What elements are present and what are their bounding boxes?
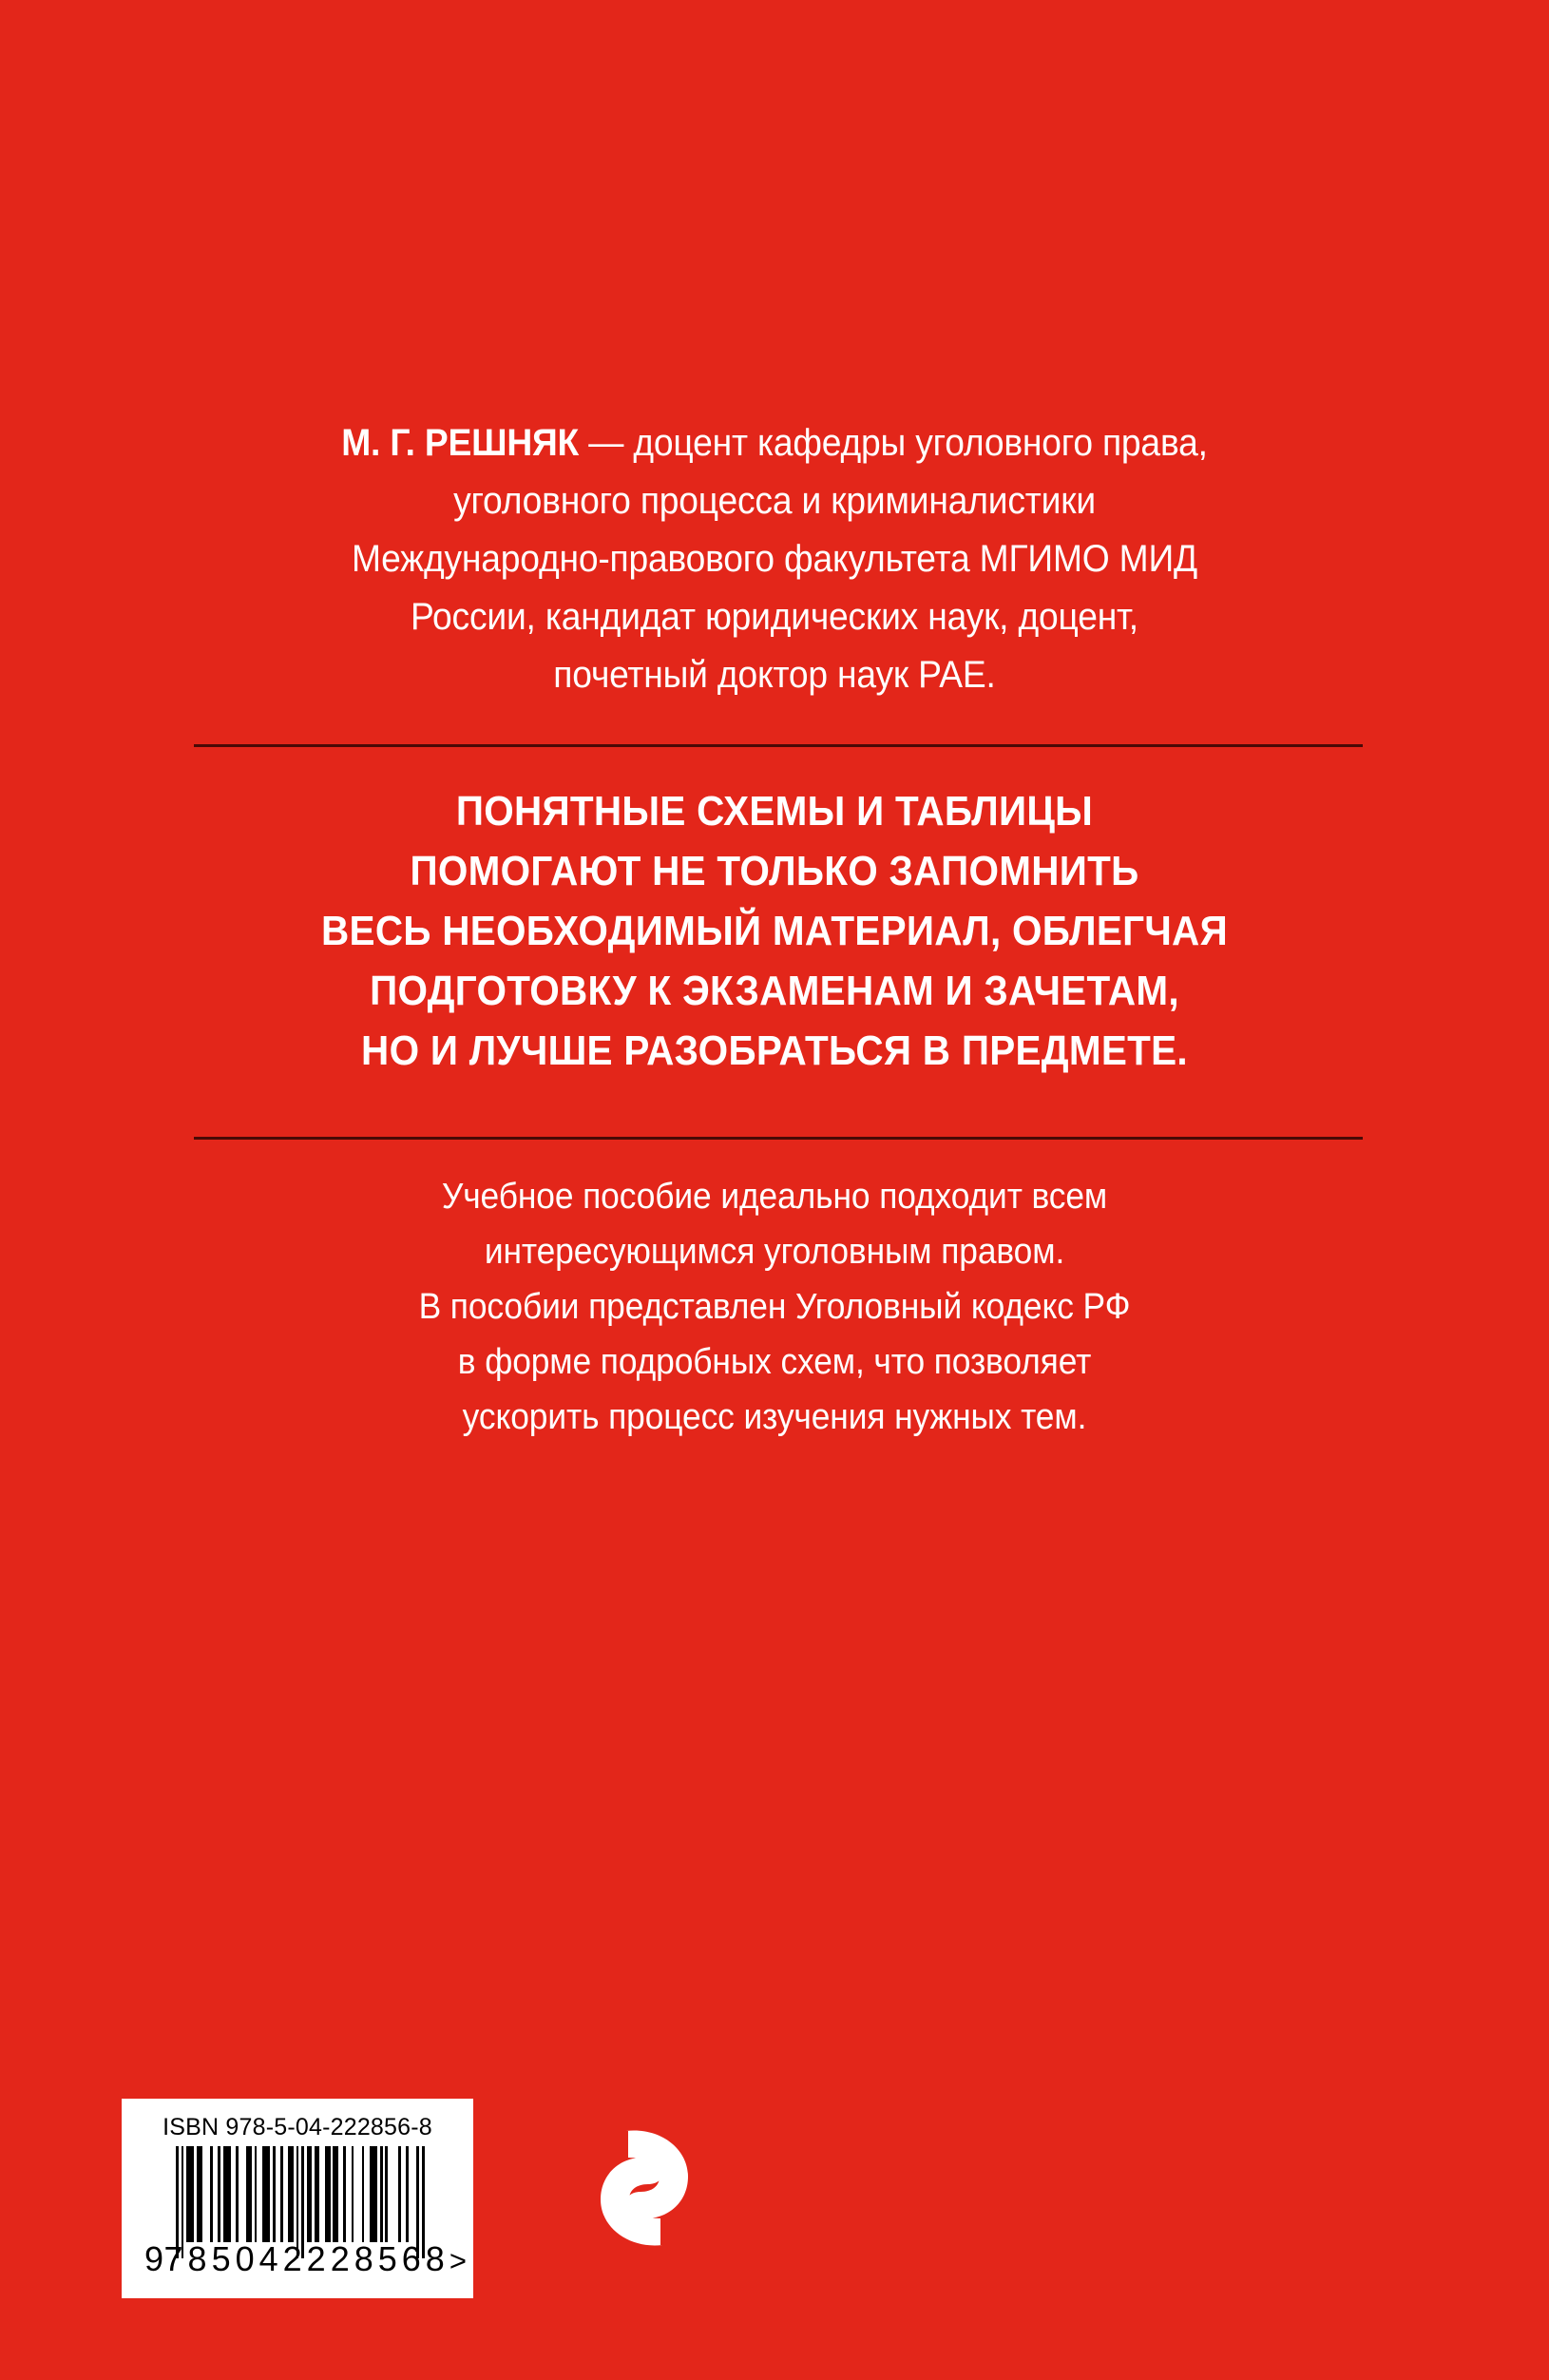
desc-line-3: В пособии представлен Уголовный кодекс РФ — [418, 1287, 1131, 1327]
divider-bottom — [194, 1137, 1363, 1140]
bio-line-3: Международно-правового факультета МГИМО МИД — [351, 538, 1198, 580]
pitch-line-3: ВЕСЬ НЕОБХОДИМЫЙ МАТЕРИАЛ, ОБЛЕГЧАЯ — [321, 908, 1228, 954]
pitch-line-1: ПОНЯТНЫЕ СХЕМЫ И ТАБЛИЦЫ — [455, 788, 1094, 835]
pitch-line-2: ПОМОГАЮТ НЕ ТОЛЬКО ЗАПОМНИТЬ — [410, 848, 1139, 894]
eksmo-logo-icon — [582, 2118, 707, 2258]
barcode-digit-middle: 785042 — [163, 2239, 307, 2278]
barcode-digits — [144, 2239, 468, 2279]
bio-line-4: России, кандидат юридических наук, доцент, — [411, 596, 1138, 638]
desc-line-2: интересующимся уголовным правом. — [484, 1232, 1065, 1272]
barcode-block — [122, 2099, 473, 2298]
desc-line-4: в форме подробных схем, что позволяет — [457, 1342, 1092, 1382]
bio-line-1-rest: — доцент кафедры уголовного права, — [579, 422, 1208, 464]
bio-line-1 — [54, 414, 1495, 472]
author-bio-block — [0, 414, 1549, 704]
barcode-digit-left: 9 — [144, 2239, 164, 2278]
author-name: М. Г. РЕШНЯК — [341, 422, 580, 464]
bio-line-5: почетный доктор наук РАЕ. — [553, 654, 996, 696]
pitch-block — [0, 781, 1549, 1081]
isbn-label: ISBN 978-5-04-222856-8 — [163, 2114, 432, 2140]
pitch-line-4: ПОДГОТОВКУ К ЭКЗАМЕНАМ И ЗАЧЕТАМ, — [370, 968, 1179, 1014]
divider-top — [194, 744, 1363, 747]
description-block — [0, 1169, 1549, 1445]
bio-line-2: уголовного процесса и криминалистики — [453, 480, 1096, 522]
barcode-caret: > — [449, 2244, 468, 2277]
desc-line-1: Учебное пособие идеально подходит всем — [441, 1177, 1108, 1217]
desc-line-5: ускорить процесс изучения нужных тем. — [462, 1397, 1087, 1437]
pitch-line-5: НО И ЛУЧШЕ РАЗОБРАТЬСЯ В ПРЕДМЕТЕ. — [361, 1027, 1188, 1074]
barcode-digit-right: 228568 — [306, 2239, 449, 2278]
